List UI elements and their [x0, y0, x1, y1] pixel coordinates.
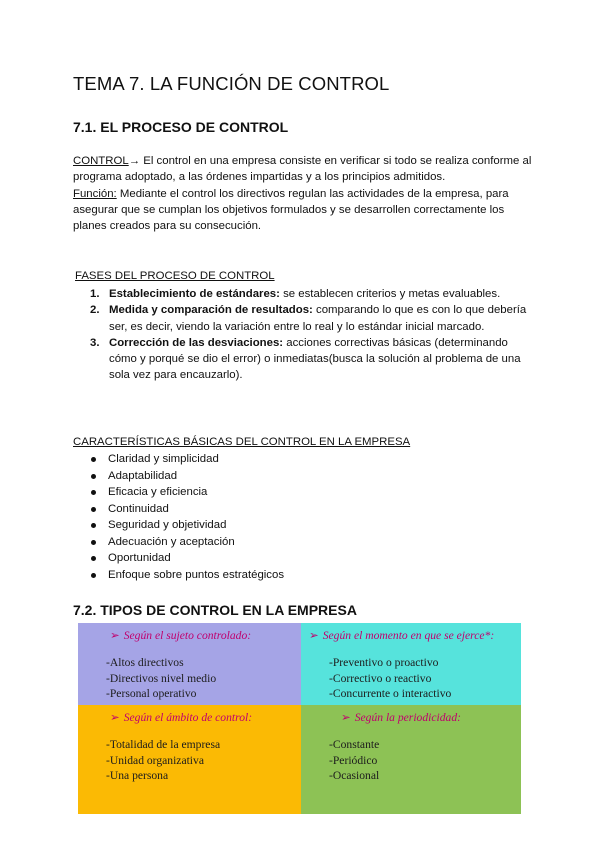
list-item-text: Eficacia y eficiencia — [108, 486, 208, 498]
bullet-icon — [91, 556, 96, 561]
cell-item: -Correctivo o reactivo — [329, 671, 432, 685]
control-term: CONTROL — [73, 155, 129, 167]
cell-item: -Unidad organizativa — [106, 753, 204, 767]
control-types-table — [78, 623, 521, 814]
bullet-icon — [91, 523, 96, 528]
list-item — [73, 534, 284, 551]
bullet-icon — [91, 573, 96, 578]
list-item-text: Enfoque sobre puntos estratégicos — [108, 568, 285, 581]
cell-item: -Directivos nivel medio — [106, 671, 217, 685]
phase-number: 1. — [90, 288, 100, 300]
list-item — [73, 286, 533, 302]
list-item-text: Seguridad y objetividad — [108, 519, 227, 531]
cell-ambito — [78, 705, 301, 814]
cell-title — [341, 710, 461, 724]
phase-term: Corrección de las desviaciones: — [109, 336, 284, 349]
cell-title — [110, 628, 251, 642]
bullet-icon — [91, 507, 96, 512]
cell-title-text: Según la periodicidad: — [354, 711, 461, 724]
arrow-bullet-icon: ➢ — [309, 629, 319, 642]
cell-title — [110, 710, 252, 724]
bullet-icon — [91, 474, 96, 479]
list-item — [73, 501, 284, 518]
phase-number: 2. — [90, 304, 100, 317]
cell-items — [329, 655, 451, 702]
bullet-icon — [91, 490, 96, 495]
cell-item: -Ocasional — [329, 769, 380, 783]
arrow-bullet-icon: ➢ — [341, 711, 351, 724]
cell-title-text: Según el ámbito de control: — [123, 711, 253, 724]
page-title: TEMA 7. LA FUNCIÓN DE CONTROL — [73, 73, 390, 94]
phase-number: 3. — [90, 336, 100, 349]
cell-momento — [301, 623, 521, 705]
cell-items — [106, 737, 220, 784]
arrow-bullet-icon: ➢ — [110, 711, 120, 724]
list-item — [73, 451, 284, 468]
cell-item: -Altos directivos — [106, 656, 184, 669]
cell-title-text: Según el sujeto controlado: — [123, 629, 252, 642]
phases-heading: FASES DEL PROCESO DE CONTROL — [75, 270, 275, 282]
list-item-text: Adaptabilidad — [108, 469, 178, 482]
control-text: El control en una empresa consiste en verificar si todo se realiza conforme al programa adoptado, a las órdenes impartidas y a los principios admitidos. — [73, 155, 532, 184]
list-item — [73, 517, 284, 534]
phases-list — [73, 286, 533, 384]
cell-item: -Personal operativo — [106, 687, 197, 701]
funcion-text: Mediante el control los directivos regulan las actividades de la empresa, para asegurar que se cumplan los objetivos formulados y se desarrollen correctamente los planes creados para su consecución. — [73, 187, 509, 233]
cell-item: -Concurrente o interactivo — [329, 687, 452, 701]
phase-text: acciones correctivas básicas (determinando cómo y porqué se dio el error) o inmediatas(busca la solución al problema de una sola vez para encauzarlo). — [109, 336, 521, 382]
arrow-icon: → — [128, 155, 141, 167]
control-definition — [73, 153, 533, 234]
section-heading-7-1: 7.1. EL PROCESO DE CONTROL — [73, 119, 289, 135]
list-item — [73, 550, 284, 567]
cell-item: -Periódico — [329, 753, 378, 767]
phase-text: se establecen criterios y metas evaluables. — [279, 288, 501, 300]
cell-title-text: Según el momento en que se ejerce*: — [322, 629, 495, 642]
bullet-icon — [91, 540, 96, 545]
cell-items — [106, 655, 216, 702]
list-item — [73, 302, 533, 335]
list-item — [73, 335, 533, 384]
cell-item: -Preventivo o proactivo — [329, 656, 439, 669]
list-item-text: Adecuación y aceptación — [108, 535, 235, 548]
characteristics-heading: CARACTERÍSTICAS BÁSICAS DEL CONTROL EN LA EMPRESA — [73, 436, 411, 448]
list-item — [73, 567, 284, 584]
cell-periodicidad — [301, 705, 521, 814]
cell-item: -Una persona — [106, 769, 169, 783]
cell-item: -Totalidad de la empresa — [106, 738, 221, 751]
arrow-bullet-icon: ➢ — [110, 629, 120, 642]
cell-title — [309, 628, 494, 642]
cell-item: -Constante — [329, 738, 380, 751]
list-item-text: Claridad y simplicidad — [108, 453, 219, 465]
list-item-text: Oportunidad — [108, 552, 171, 564]
characteristics-list — [73, 451, 284, 583]
bullet-icon — [91, 457, 96, 462]
cell-items — [329, 737, 379, 784]
list-item — [73, 484, 284, 501]
list-item-text: Continuidad — [108, 502, 169, 515]
list-item — [73, 468, 284, 485]
cell-sujeto-controlado — [78, 623, 301, 705]
phase-text: comparando lo que es con lo que debería ser, es decir, viendo la variación entre lo real y lo estándar inicial marcado. — [109, 304, 527, 333]
phase-term: Medida y comparación de resultados: — [109, 304, 313, 317]
section-heading-7-2: 7.2. TIPOS DE CONTROL EN LA EMPRESA — [73, 602, 357, 618]
phase-term: Establecimiento de estándares: — [109, 288, 280, 300]
funcion-term: Función: — [73, 187, 117, 200]
